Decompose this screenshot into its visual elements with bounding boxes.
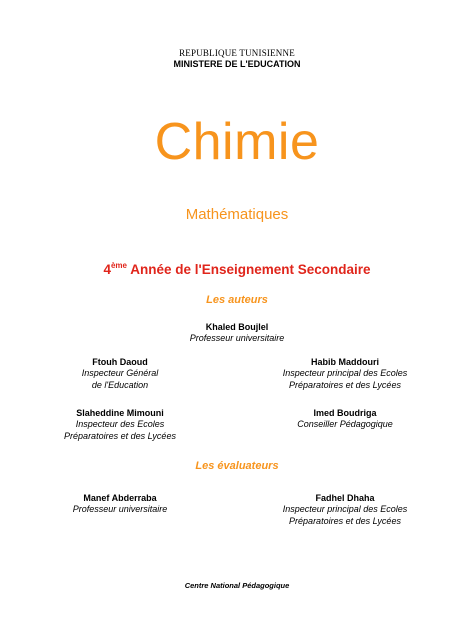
author-name: Imed Boudriga (313, 408, 377, 418)
evaluator-role: Inspecteur principal des Ecoles (282, 504, 408, 514)
author-card (137, 322, 337, 344)
author-role: Préparatoires et des Lycées (289, 380, 401, 390)
author-card (245, 408, 445, 430)
author-name: Slaheddine Mimouni (76, 408, 164, 418)
evaluators-heading: Les évaluateurs (195, 460, 279, 472)
publisher-footer: Centre National Pédagogique (184, 581, 290, 590)
evaluator-name: Fadhel Dhaha (315, 493, 375, 503)
author-role: Préparatoires et des Lycées (64, 431, 176, 441)
author-role: Conseiller Pédagogique (297, 419, 393, 429)
grade-level (0, 261, 474, 277)
authors-heading: Les auteurs (206, 294, 268, 306)
book-subtitle: Mathématiques (185, 206, 289, 223)
ministry-heading: MINISTERE DE L'EDUCATION (173, 59, 301, 69)
author-card (20, 357, 220, 391)
evaluator-role: Préparatoires et des Lycées (289, 516, 401, 526)
author-name: Ftouh Daoud (92, 357, 148, 367)
grade-text: Année de l'Enseignement Secondaire (127, 262, 371, 277)
author-card (20, 408, 220, 442)
author-name: Habib Maddouri (311, 357, 379, 367)
author-name: Khaled Boujlel (205, 322, 269, 332)
republic-heading: REPUBLIQUE TUNISIENNE (179, 48, 295, 58)
author-role: Inspecteur principal des Ecoles (282, 368, 408, 378)
grade-number: 4 (103, 262, 111, 277)
author-role: de l'Education (91, 380, 149, 390)
book-title: Chimie (154, 113, 320, 171)
author-card (245, 357, 445, 391)
author-role: Inspecteur Général (81, 368, 159, 378)
author-role: Professeur universitaire (189, 333, 285, 343)
evaluator-card (20, 493, 220, 515)
evaluator-role: Professeur universitaire (72, 504, 168, 514)
evaluator-name: Manef Abderraba (83, 493, 157, 503)
evaluator-card (245, 493, 445, 527)
author-role: Inspecteur des Ecoles (75, 419, 165, 429)
grade-superscript: ème (110, 261, 127, 270)
